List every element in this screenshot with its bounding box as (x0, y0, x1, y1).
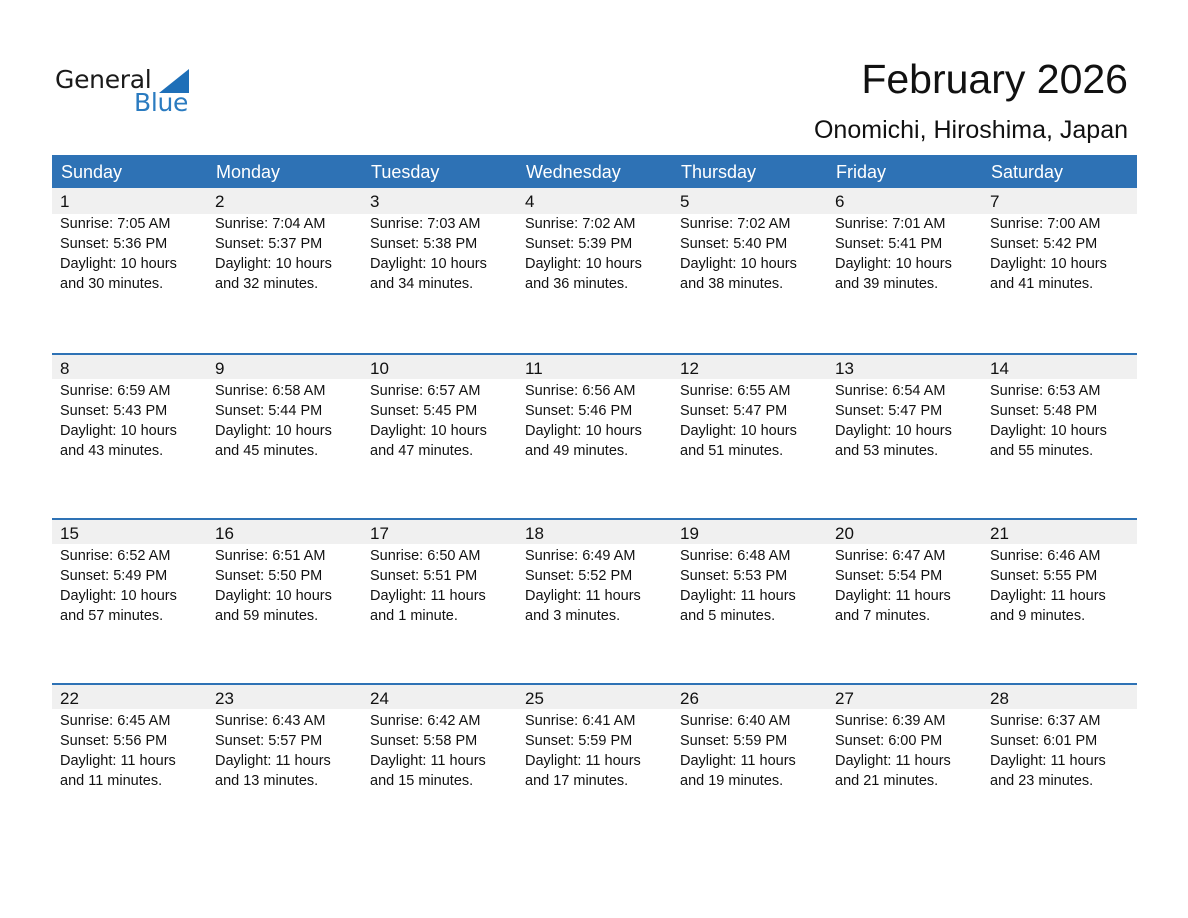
day-number: 2 (215, 192, 225, 211)
day-number: 11 (525, 359, 543, 378)
daylight-minutes: and 32 minutes. (215, 276, 319, 292)
day-number: 15 (60, 524, 79, 543)
day-cell (982, 188, 1137, 294)
weekday-monday: Monday (216, 162, 281, 182)
day-cell (517, 518, 672, 626)
sunset-time: Sunset: 5:59 PM (525, 733, 633, 749)
week-days (52, 188, 1137, 294)
day-cell (982, 683, 1137, 791)
day-cell (52, 683, 207, 791)
sunrise-time: Sunrise: 7:01 AM (835, 216, 946, 232)
weekday-saturday: Saturday (991, 162, 1064, 182)
daylight-hours: Daylight: 11 hours (680, 588, 796, 604)
daylight-hours: Daylight: 10 hours (835, 423, 952, 439)
day-number: 9 (215, 359, 225, 378)
sunrise-time: Sunrise: 6:46 AM (990, 548, 1101, 564)
day-number: 17 (370, 524, 389, 543)
sunrise-time: Sunrise: 6:53 AM (990, 383, 1101, 399)
daylight-minutes: and 17 minutes. (525, 773, 629, 789)
sunrise-time: Sunrise: 7:02 AM (680, 216, 791, 232)
day-cell (362, 188, 517, 294)
sunset-time: Sunset: 5:40 PM (680, 236, 788, 252)
daylight-hours: Daylight: 10 hours (370, 423, 487, 439)
daylight-minutes: and 51 minutes. (680, 443, 784, 459)
day-cell (517, 683, 672, 791)
sunrise-time: Sunrise: 6:40 AM (680, 713, 791, 729)
daylight-hours: Daylight: 10 hours (215, 588, 332, 604)
day-cell (672, 683, 827, 791)
day-number: 7 (990, 192, 1000, 211)
day-number: 12 (680, 359, 699, 378)
sunrise-time: Sunrise: 6:49 AM (525, 548, 636, 564)
daylight-minutes: and 47 minutes. (370, 443, 474, 459)
sunrise-time: Sunrise: 6:50 AM (370, 548, 481, 564)
daylight-hours: Daylight: 10 hours (60, 423, 177, 439)
sunrise-time: Sunrise: 6:56 AM (525, 383, 636, 399)
day-cell (207, 353, 362, 461)
day-number: 16 (215, 524, 234, 543)
daylight-minutes: and 41 minutes. (990, 276, 1094, 292)
sunset-time: Sunset: 5:39 PM (525, 236, 633, 252)
day-number: 4 (525, 192, 535, 211)
sunrise-time: Sunrise: 7:05 AM (60, 216, 171, 232)
daylight-hours: Daylight: 11 hours (370, 753, 486, 769)
daylight-minutes: and 7 minutes. (835, 608, 931, 624)
daylight-hours: Daylight: 11 hours (835, 588, 951, 604)
page-title: February 2026 (861, 56, 1128, 102)
day-number: 13 (835, 359, 854, 378)
daylight-hours: Daylight: 10 hours (990, 256, 1107, 272)
day-cell (517, 188, 672, 294)
day-number: 1 (60, 192, 70, 211)
sunrise-time: Sunrise: 6:57 AM (370, 383, 481, 399)
week-days (52, 353, 1137, 461)
day-cell (362, 518, 517, 626)
daylight-minutes: and 23 minutes. (990, 773, 1094, 789)
daylight-hours: Daylight: 10 hours (835, 256, 952, 272)
sunset-time: Sunset: 5:45 PM (370, 403, 478, 419)
daylight-minutes: and 53 minutes. (835, 443, 939, 459)
sunrise-time: Sunrise: 6:39 AM (835, 713, 946, 729)
weekday-sunday: Sunday (61, 162, 123, 182)
sunset-time: Sunset: 5:53 PM (680, 568, 788, 584)
daylight-minutes: and 34 minutes. (370, 276, 474, 292)
daylight-hours: Daylight: 10 hours (680, 256, 797, 272)
day-number: 22 (60, 689, 79, 708)
weeks-container (52, 188, 1137, 848)
sunrise-time: Sunrise: 7:03 AM (370, 216, 481, 232)
week-days (52, 683, 1137, 791)
daylight-hours: Daylight: 10 hours (990, 423, 1107, 439)
daylight-minutes: and 39 minutes. (835, 276, 939, 292)
daylight-hours: Daylight: 11 hours (990, 588, 1106, 604)
day-cell (827, 518, 982, 626)
daylight-hours: Daylight: 11 hours (370, 588, 486, 604)
daylight-minutes: and 55 minutes. (990, 443, 1094, 459)
week-row (52, 683, 1137, 848)
daylight-minutes: and 13 minutes. (215, 773, 319, 789)
daylight-hours: Daylight: 10 hours (60, 588, 177, 604)
daylight-minutes: and 19 minutes. (680, 773, 784, 789)
daylight-hours: Daylight: 10 hours (525, 423, 642, 439)
location-subtitle: Onomichi, Hiroshima, Japan (813, 116, 1128, 144)
day-number: 10 (370, 359, 389, 378)
week-days (52, 518, 1137, 626)
week-row (52, 188, 1137, 353)
day-cell (52, 188, 207, 294)
day-number: 23 (215, 689, 234, 708)
sunset-time: Sunset: 5:57 PM (215, 733, 323, 749)
sunset-time: Sunset: 5:47 PM (680, 403, 788, 419)
daylight-minutes: and 45 minutes. (215, 443, 319, 459)
day-cell (362, 353, 517, 461)
daylight-hours: Daylight: 11 hours (680, 753, 796, 769)
sunrise-time: Sunrise: 7:00 AM (990, 216, 1101, 232)
day-number: 3 (370, 192, 380, 211)
daylight-minutes: and 5 minutes. (680, 608, 776, 624)
daylight-minutes: and 15 minutes. (370, 773, 474, 789)
daylight-hours: Daylight: 10 hours (370, 256, 487, 272)
day-cell (362, 683, 517, 791)
daylight-hours: Daylight: 10 hours (680, 423, 797, 439)
day-number: 14 (990, 359, 1009, 378)
daylight-minutes: and 9 minutes. (990, 608, 1086, 624)
sunset-time: Sunset: 6:01 PM (990, 733, 1098, 749)
daylight-hours: Daylight: 11 hours (525, 588, 641, 604)
sunrise-time: Sunrise: 7:02 AM (525, 216, 636, 232)
weekday-friday: Friday (836, 162, 887, 182)
day-cell (52, 518, 207, 626)
day-number: 27 (835, 689, 854, 708)
daylight-minutes: and 57 minutes. (60, 608, 164, 624)
day-number: 24 (370, 689, 389, 708)
sunrise-time: Sunrise: 7:04 AM (215, 216, 326, 232)
week-row (52, 518, 1137, 683)
daylight-minutes: and 43 minutes. (60, 443, 164, 459)
daylight-minutes: and 38 minutes. (680, 276, 784, 292)
sunset-time: Sunset: 5:41 PM (835, 236, 943, 252)
sunset-time: Sunset: 5:55 PM (990, 568, 1098, 584)
day-number: 28 (990, 689, 1009, 708)
sunset-time: Sunset: 5:50 PM (215, 568, 323, 584)
day-number: 6 (835, 192, 845, 211)
sunrise-time: Sunrise: 6:59 AM (60, 383, 171, 399)
sunset-time: Sunset: 5:54 PM (835, 568, 943, 584)
logo (55, 62, 195, 122)
sunrise-time: Sunrise: 6:41 AM (525, 713, 636, 729)
sunset-time: Sunset: 5:36 PM (60, 236, 168, 252)
sunrise-time: Sunrise: 6:54 AM (835, 383, 946, 399)
daylight-hours: Daylight: 11 hours (525, 753, 641, 769)
day-cell (672, 188, 827, 294)
daylight-hours: Daylight: 10 hours (215, 423, 332, 439)
sunrise-time: Sunrise: 6:42 AM (370, 713, 481, 729)
daylight-minutes: and 59 minutes. (215, 608, 319, 624)
sunset-time: Sunset: 5:46 PM (525, 403, 633, 419)
sunset-time: Sunset: 5:37 PM (215, 236, 323, 252)
sunset-time: Sunset: 5:56 PM (60, 733, 168, 749)
daylight-hours: Daylight: 11 hours (215, 753, 331, 769)
logo-word-blue: Blue (134, 88, 189, 117)
sunset-time: Sunset: 5:49 PM (60, 568, 168, 584)
daylight-hours: Daylight: 10 hours (215, 256, 332, 272)
daylight-minutes: and 49 minutes. (525, 443, 629, 459)
weekday-tuesday: Tuesday (371, 162, 440, 182)
day-cell (827, 188, 982, 294)
day-number: 18 (525, 524, 544, 543)
sunrise-time: Sunrise: 6:51 AM (215, 548, 326, 564)
logo-word-general: General (55, 65, 152, 94)
sunset-time: Sunset: 5:42 PM (990, 236, 1098, 252)
daylight-hours: Daylight: 11 hours (990, 753, 1106, 769)
sunset-time: Sunset: 5:51 PM (370, 568, 478, 584)
day-cell (827, 353, 982, 461)
day-cell (827, 683, 982, 791)
sunset-time: Sunset: 5:52 PM (525, 568, 633, 584)
sunrise-time: Sunrise: 6:52 AM (60, 548, 171, 564)
day-cell (207, 518, 362, 626)
sunset-time: Sunset: 5:38 PM (370, 236, 478, 252)
day-cell (982, 353, 1137, 461)
sunset-time: Sunset: 5:59 PM (680, 733, 788, 749)
sunrise-time: Sunrise: 6:47 AM (835, 548, 946, 564)
week-row (52, 353, 1137, 518)
daylight-hours: Daylight: 11 hours (60, 753, 176, 769)
sunset-time: Sunset: 5:47 PM (835, 403, 943, 419)
daylight-minutes: and 1 minute. (370, 608, 458, 624)
sunset-time: Sunset: 5:58 PM (370, 733, 478, 749)
day-cell (207, 188, 362, 294)
sunset-time: Sunset: 5:44 PM (215, 403, 323, 419)
day-number: 19 (680, 524, 699, 543)
day-number: 21 (990, 524, 1009, 543)
day-number: 5 (680, 192, 690, 211)
daylight-hours: Daylight: 11 hours (835, 753, 951, 769)
day-number: 26 (680, 689, 699, 708)
day-cell (982, 518, 1137, 626)
day-number: 8 (60, 359, 70, 378)
daylight-minutes: and 36 minutes. (525, 276, 629, 292)
sunset-time: Sunset: 5:43 PM (60, 403, 168, 419)
sunrise-time: Sunrise: 6:43 AM (215, 713, 326, 729)
day-number: 20 (835, 524, 854, 543)
day-cell (672, 518, 827, 626)
sunrise-time: Sunrise: 6:48 AM (680, 548, 791, 564)
sunrise-time: Sunrise: 6:55 AM (680, 383, 791, 399)
day-cell (517, 353, 672, 461)
daylight-minutes: and 11 minutes. (60, 773, 163, 789)
sunrise-time: Sunrise: 6:58 AM (215, 383, 326, 399)
weekday-wednesday: Wednesday (526, 162, 621, 182)
daylight-minutes: and 30 minutes. (60, 276, 164, 292)
day-cell (207, 683, 362, 791)
day-cell (672, 353, 827, 461)
sunrise-time: Sunrise: 6:37 AM (990, 713, 1101, 729)
daylight-hours: Daylight: 10 hours (60, 256, 177, 272)
calendar-grid (52, 155, 1137, 848)
weekday-thursday: Thursday (681, 162, 757, 182)
daylight-minutes: and 3 minutes. (525, 608, 621, 624)
sunset-time: Sunset: 5:48 PM (990, 403, 1098, 419)
sunrise-time: Sunrise: 6:45 AM (60, 713, 171, 729)
sunset-time: Sunset: 6:00 PM (835, 733, 943, 749)
day-cell (52, 353, 207, 461)
weekday-header-row (52, 155, 1137, 188)
daylight-minutes: and 21 minutes. (835, 773, 939, 789)
daylight-hours: Daylight: 10 hours (525, 256, 642, 272)
day-number: 25 (525, 689, 544, 708)
